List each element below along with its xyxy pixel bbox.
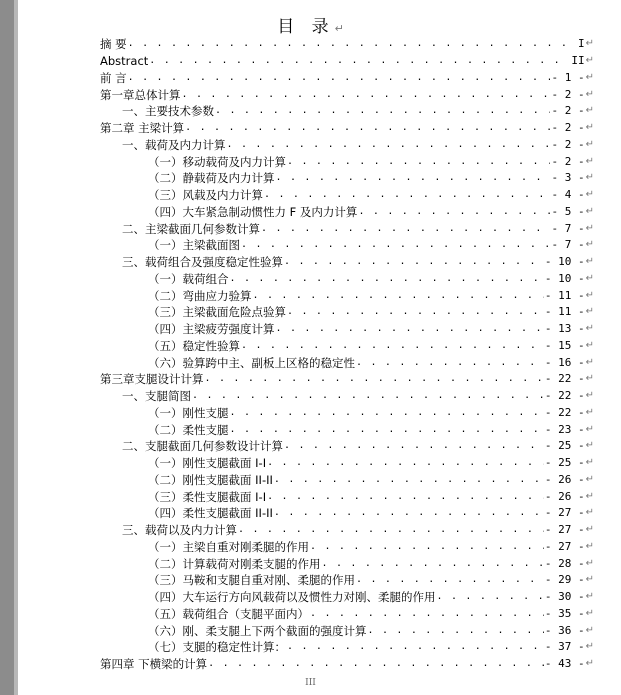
toc-entry-page: I [577, 37, 585, 51]
toc-entry-page: - 2 - [551, 154, 585, 168]
toc-entry-label: （三）主梁截面危险点验算 [148, 305, 286, 320]
toc-entry[interactable] [100, 572, 594, 589]
toc-entry-page: - 27 - [544, 523, 585, 537]
toc-entry-page: - 30 - [544, 590, 585, 604]
toc-entry-label: （五）载荷组合（支腿平面内） [148, 606, 309, 621]
toc-entry-page: - 1 - [551, 70, 585, 84]
toc-entry-page: - 25 - [544, 439, 585, 453]
dot-leader [437, 590, 544, 604]
paragraph-mark-icon: ↵ [585, 122, 594, 134]
toc-entry[interactable] [100, 354, 594, 371]
toc-entry-label: （四）大车运行方向风载荷以及惯性力对刚、柔腿的作用 [148, 590, 436, 605]
toc-entry[interactable] [100, 371, 594, 388]
toc-entry-page: - 26 - [544, 472, 585, 486]
toc-entry-page: - 43 - [544, 657, 585, 671]
toc-entry-label: （七）支腿的稳定性计算： [148, 640, 286, 655]
toc-entry[interactable] [100, 622, 594, 639]
paragraph-mark-icon: ↵ [585, 272, 594, 284]
toc-entry-label: （二）柔性支腿 [148, 422, 229, 437]
paragraph-mark-icon: ↵ [585, 38, 594, 50]
dot-leader [241, 339, 544, 353]
paragraph-mark-icon: ↵ [585, 524, 594, 536]
paragraph-mark-icon: ↵ [585, 540, 594, 552]
toc-entry[interactable] [100, 472, 594, 489]
toc-entry-label: 第四章 下横梁的计算 [100, 657, 208, 672]
toc-entry-label: 一、载荷及内力计算 [122, 137, 226, 152]
toc-entry[interactable] [100, 405, 594, 422]
toc-entry-page: - 15 - [544, 338, 585, 352]
toc-entry-page: - 16 - [544, 355, 585, 369]
paragraph-mark-icon: ↵ [585, 55, 594, 67]
dot-leader [274, 473, 544, 487]
toc-entry-page: - 5 - [551, 204, 585, 218]
toc-entry[interactable] [100, 120, 594, 137]
paragraph-mark-icon: ↵ [585, 105, 594, 117]
dot-leader [182, 88, 551, 102]
dot-leader [128, 37, 577, 51]
toc-entry-page: - 2 - [551, 104, 585, 118]
toc-entry-page: - 11 - [544, 305, 585, 319]
toc-entry[interactable] [100, 421, 594, 438]
paragraph-mark-icon: ↵ [585, 71, 594, 83]
toc-entry-label: 一、支腿简图 [122, 389, 191, 404]
toc-title [0, 12, 621, 37]
toc-entry-label: （六）刚、柔支腿上下两个截面的强度计算 [148, 623, 367, 638]
toc-entry-label: 第二章 主梁计算 [100, 121, 185, 136]
toc-entry-page: - 23 - [544, 422, 585, 436]
toc-entry-label: 二、支腿截面几何参数设计计算 [122, 439, 283, 454]
toc-entry[interactable] [100, 220, 594, 237]
toc-entry-label: （一）移动载荷及内力计算 [148, 154, 286, 169]
dot-leader [215, 104, 550, 118]
toc-entry-page: - 2 - [551, 137, 585, 151]
toc-entry-label: （六）验算跨中主、副板上区格的稳定性 [148, 355, 355, 370]
toc-entry-label: （一）主梁截面图 [148, 238, 240, 253]
toc-entry-page: - 27 - [544, 506, 585, 520]
dot-leader [264, 188, 550, 202]
toc-entry-label: （一）刚性支腿 [148, 405, 229, 420]
toc-entry-page: - 28 - [544, 556, 585, 570]
toc-entry-page: - 7 - [551, 238, 585, 252]
toc-entry-page: - 35 - [544, 606, 585, 620]
paragraph-mark-icon: ↵ [585, 323, 594, 335]
dot-leader [356, 573, 544, 587]
paragraph-mark-icon: ↵ [585, 507, 594, 519]
paragraph-mark-icon: ↵ [585, 339, 594, 351]
left-margin-gutter [0, 0, 14, 695]
dot-leader [368, 624, 544, 638]
dot-leader [287, 640, 544, 654]
toc-entry-label: （一）刚性支腿截面 I-I [148, 456, 267, 471]
toc-entry-page: - 4 - [551, 188, 585, 202]
paragraph-mark-icon: ↵ [585, 423, 594, 435]
toc-entry[interactable] [100, 304, 594, 321]
toc-entry-page: - 2 - [551, 87, 585, 101]
toc-entry[interactable] [100, 388, 594, 405]
toc-entry[interactable] [100, 455, 594, 472]
toc-entry-page: II [571, 54, 585, 68]
toc-entry-label: 一、主要技术参数 [122, 104, 214, 119]
toc-entry-label: （四）大车紧急制动惯性力 F 及内力计算 [148, 204, 358, 219]
toc-entry[interactable] [100, 137, 594, 154]
dot-leader [185, 121, 550, 135]
table-of-contents [100, 36, 594, 673]
toc-entry[interactable] [100, 204, 594, 221]
toc-entry[interactable] [100, 589, 594, 606]
dot-leader [310, 607, 544, 621]
toc-entry-page: - 37 - [544, 640, 585, 654]
paragraph-mark-icon: ↵ [585, 373, 594, 385]
dot-leader [276, 171, 551, 185]
dot-leader [356, 356, 544, 370]
toc-entry[interactable] [100, 70, 594, 87]
toc-entry[interactable] [100, 103, 594, 120]
paragraph-mark-icon: ↵ [585, 356, 594, 368]
paragraph-mark-icon: ↵ [585, 607, 594, 619]
toc-entry[interactable] [100, 287, 594, 304]
dot-leader [267, 456, 544, 470]
paragraph-mark-icon: ↵ [585, 256, 594, 268]
toc-entry[interactable] [100, 153, 594, 170]
dot-leader [205, 372, 544, 386]
paragraph-mark-icon: ↵ [585, 440, 594, 452]
toc-entry-page: - 26 - [544, 489, 585, 503]
dot-leader [208, 657, 544, 671]
toc-entry[interactable] [100, 639, 594, 656]
toc-entry[interactable] [100, 539, 594, 556]
toc-entry[interactable] [100, 656, 594, 673]
toc-entry[interactable] [100, 36, 594, 53]
toc-entry[interactable] [100, 522, 594, 539]
toc-entry[interactable] [100, 237, 594, 254]
toc-entry[interactable] [100, 170, 594, 187]
page-footer: III [305, 678, 316, 688]
toc-entry-page: - 22 - [544, 372, 585, 386]
dot-leader [276, 322, 544, 336]
dot-leader [261, 222, 550, 236]
dot-leader [149, 54, 570, 68]
paragraph-mark-icon: ↵ [585, 289, 594, 301]
paragraph-mark-icon: ↵ [585, 138, 594, 150]
paragraph-mark-icon: ↵ [334, 22, 344, 35]
toc-entry-label: 第一章总体计算 [100, 87, 181, 102]
toc-entry[interactable] [100, 438, 594, 455]
paragraph-mark-icon: ↵ [585, 658, 594, 670]
toc-entry-label: （四）柔性支腿截面 II-II [148, 506, 273, 521]
dot-leader [287, 155, 550, 169]
toc-entry[interactable] [100, 321, 594, 338]
dot-leader [322, 557, 544, 571]
dot-leader [310, 540, 544, 554]
toc-entry-page: - 13 - [544, 322, 585, 336]
dot-leader [267, 490, 544, 504]
toc-entry-label: （四）主梁疲劳强度计算 [148, 322, 275, 337]
toc-entry-label: （二）弯曲应力验算 [148, 288, 252, 303]
toc-entry-label: 三、载荷组合及强度稳定性验算 [122, 255, 283, 270]
paragraph-mark-icon: ↵ [585, 172, 594, 184]
toc-entry-page: - 3 - [551, 171, 585, 185]
toc-entry-page: - 27 - [544, 539, 585, 553]
toc-entry-page: - 22 - [544, 405, 585, 419]
dot-leader [230, 423, 544, 437]
paragraph-mark-icon: ↵ [585, 557, 594, 569]
toc-entry-label: 摘 要 [100, 37, 127, 52]
toc-entry-label: Abstract [100, 54, 149, 69]
dot-leader [284, 439, 544, 453]
left-margin-edge [14, 0, 18, 695]
paragraph-mark-icon: ↵ [585, 641, 594, 653]
toc-entry-label: （五）稳定性验算 [148, 338, 240, 353]
dot-leader [227, 138, 551, 152]
paragraph-mark-icon: ↵ [585, 155, 594, 167]
dot-leader [230, 406, 544, 420]
toc-entry-page: - 10 - [544, 255, 585, 269]
dot-leader [358, 205, 550, 219]
dot-leader [274, 506, 544, 520]
paragraph-mark-icon: ↵ [585, 222, 594, 234]
toc-entry-label: 第三章支腿设计计算 [100, 372, 204, 387]
toc-title-text: 目 录 [277, 17, 335, 37]
dot-leader [192, 389, 544, 403]
toc-entry-label: （一）载荷组合 [148, 271, 229, 286]
toc-entry[interactable] [100, 187, 594, 204]
paragraph-mark-icon: ↵ [585, 591, 594, 603]
toc-entry-page: - 29 - [544, 573, 585, 587]
dot-leader [284, 255, 544, 269]
toc-entry[interactable] [100, 505, 594, 522]
toc-entry[interactable] [100, 86, 594, 103]
dot-leader [238, 523, 544, 537]
toc-entry-label: （三）马鞍和支腿自重对刚、柔腿的作用 [148, 573, 355, 588]
paragraph-mark-icon: ↵ [585, 189, 594, 201]
dot-leader [241, 238, 550, 252]
paragraph-mark-icon: ↵ [585, 490, 594, 502]
toc-entry-label: （二）刚性支腿截面 II-II [148, 472, 273, 487]
dot-leader [287, 305, 544, 319]
toc-entry-label: 三、载荷以及内力计算 [122, 523, 237, 538]
toc-entry[interactable] [100, 555, 594, 572]
toc-entry[interactable] [100, 254, 594, 271]
toc-entry[interactable] [100, 271, 594, 288]
toc-entry-label: 前 言 [100, 70, 127, 85]
paragraph-mark-icon: ↵ [585, 88, 594, 100]
toc-entry-page: - 25 - [544, 456, 585, 470]
dot-leader [253, 289, 544, 303]
toc-entry-page: - 7 - [551, 221, 585, 235]
toc-entry-label: （一）主梁自重对刚柔腿的作用 [148, 539, 309, 554]
paragraph-mark-icon: ↵ [585, 473, 594, 485]
toc-entry-page: - 11 - [544, 288, 585, 302]
toc-entry-page: - 36 - [544, 623, 585, 637]
paragraph-mark-icon: ↵ [585, 205, 594, 217]
toc-entry-label: （三）柔性支腿截面 I-I [148, 489, 267, 504]
dot-leader [230, 272, 544, 286]
paragraph-mark-icon: ↵ [585, 306, 594, 318]
paragraph-mark-icon: ↵ [585, 624, 594, 636]
paragraph-mark-icon: ↵ [585, 390, 594, 402]
paragraph-mark-icon: ↵ [585, 457, 594, 469]
paragraph-mark-icon: ↵ [585, 406, 594, 418]
paragraph-mark-icon: ↵ [585, 574, 594, 586]
toc-entry-page: - 10 - [544, 271, 585, 285]
toc-entry-page: - 22 - [544, 389, 585, 403]
toc-entry-label: （三）风载及内力计算 [148, 188, 263, 203]
toc-entry[interactable] [100, 53, 594, 70]
toc-entry-label: 二、主梁截面几何参数计算 [122, 221, 260, 236]
toc-entry-label: （二）静载荷及内力计算 [148, 171, 275, 186]
toc-entry[interactable] [100, 488, 594, 505]
dot-leader [128, 71, 551, 85]
toc-entry-label: （二）计算载荷对刚柔支腿的作用 [148, 556, 321, 571]
toc-entry[interactable] [100, 338, 594, 355]
toc-entry[interactable] [100, 606, 594, 623]
toc-entry-page: - 2 - [551, 121, 585, 135]
paragraph-mark-icon: ↵ [585, 239, 594, 251]
